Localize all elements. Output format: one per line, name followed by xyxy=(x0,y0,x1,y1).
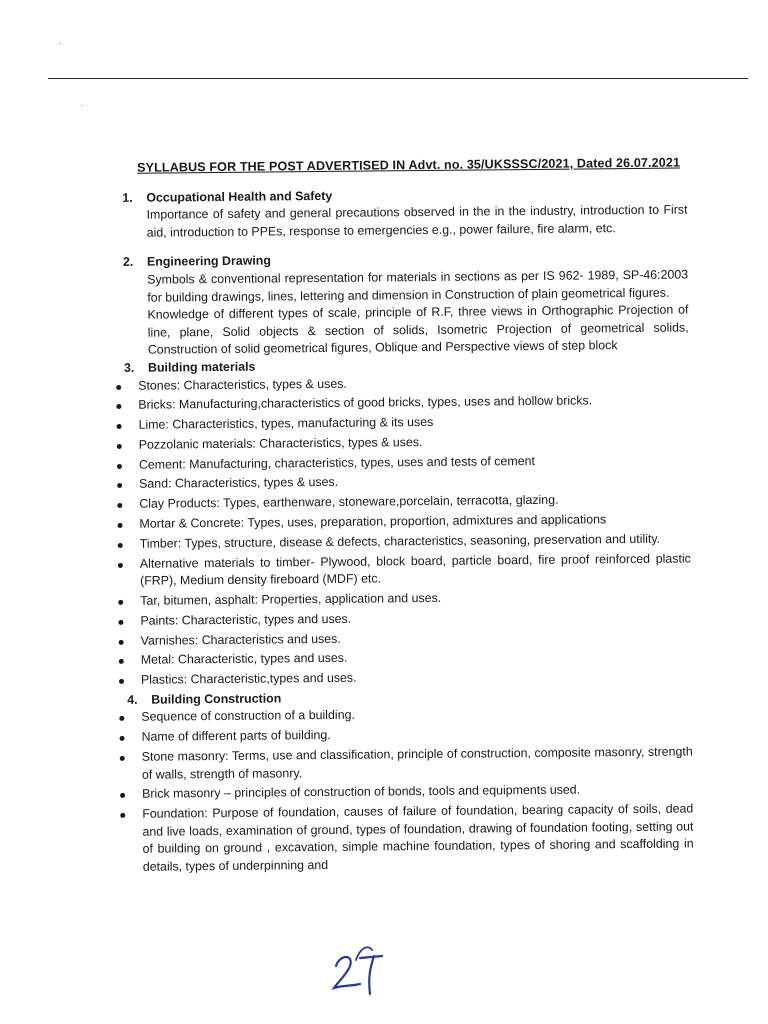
list-item: Bricks: Manufacturing,characteristics of good bricks, types, uses and hollow bricks. xyxy=(114,392,689,415)
list-item: Lime: Characteristics, types, manufacturing & its uses xyxy=(114,412,689,435)
scan-border-line xyxy=(48,78,748,79)
bullet-icon xyxy=(116,384,121,389)
section-heading: Occupational Health and Safety xyxy=(146,188,333,205)
list-item: Clay Products: Types, earthenware, stoneware,porcelain, terracotta, glazing. xyxy=(115,491,690,514)
bullet-icon xyxy=(119,716,124,721)
list-item: Stone masonry: Terms, use and classification, principle of construction, composite masonry, strength of walls, strength of masonry. xyxy=(118,743,693,784)
list-item: Timber: Types, structure, disease & defects, characteristics, seasoning, preservation and utility. xyxy=(116,530,691,553)
section-heading: Building Construction xyxy=(151,691,282,707)
bullet-icon xyxy=(118,562,123,567)
section-number: 3. xyxy=(123,360,135,375)
syllabus-page xyxy=(112,154,694,878)
bullet-icon xyxy=(117,424,122,429)
bullet-list xyxy=(117,704,694,877)
handwritten-page-mark xyxy=(330,936,390,996)
list-item: Brick masonry – principles of construction of bonds, tools and equipments used. xyxy=(118,781,693,804)
bullet-icon xyxy=(117,483,122,488)
bullet-icon xyxy=(118,543,123,548)
list-item: Alternative materials to timber- Plywood, block board, particle board, fire proof reinforced plastic (FRP), Medium density fireboard (MDF) etc. xyxy=(116,550,691,591)
bullet-icon xyxy=(120,793,125,798)
section-number: 2. xyxy=(122,255,134,270)
section-number: 4. xyxy=(127,692,138,707)
list-item: Paints: Characteristic, types and uses. xyxy=(116,607,691,630)
list-item: Tar, bitumen, asphalt: Properties, application and uses. xyxy=(116,587,691,610)
bullet-icon xyxy=(118,620,123,625)
section-paragraph: Knowledge of different types of scale, principle of R.F, three views in Orthographic Projection of line, plane, Solid objects & section of solids, Isometric Projection of geometrical solids, Construction of solid geometrical figures, Oblique and Perspective views of step block xyxy=(147,302,689,358)
section-paragraph: Symbols & conventional representation for materials in sections as per IS 962- 1989, SP-46:2003 for building drawings, lines, lettering and dimension in Construction of plain geometrical figures. xyxy=(147,267,689,305)
document-title: SYLLABUS FOR THE POST ADVERTISED IN Advt. no. 35/UKSSSC/2021, Dated 26.07.2021 xyxy=(137,155,681,175)
bullet-icon xyxy=(117,523,122,528)
scan-speck: · xyxy=(58,38,62,49)
list-item: Name of different parts of building. xyxy=(117,724,692,747)
list-item: Mortar & Concrete: Types, uses, preparation, proportion, admixtures and applications xyxy=(115,510,690,533)
bullet-icon xyxy=(116,404,121,409)
bullet-icon xyxy=(119,639,124,644)
bullet-icon xyxy=(117,503,122,508)
list-item: Pozzolanic materials: Characteristics, types & uses. xyxy=(115,431,690,454)
bullet-icon xyxy=(120,756,125,761)
bullet-icon xyxy=(117,444,122,449)
list-item: Sand: Characteristics, types & uses. xyxy=(115,471,690,494)
bullet-icon xyxy=(120,813,125,818)
scan-speck: · xyxy=(80,100,84,111)
list-item: Cement: Manufacturing, characteristics, types, uses and tests of cement xyxy=(115,451,690,474)
list-item: Metal: Characteristic, types and uses. xyxy=(117,647,692,670)
bullet-icon xyxy=(117,464,122,469)
bullet-list xyxy=(114,372,692,690)
bullet-icon xyxy=(118,600,123,605)
section-building-materials xyxy=(114,354,692,689)
section-engineering-drawing xyxy=(113,249,689,360)
bullet-icon xyxy=(120,736,125,741)
list-item: Sequence of construction of a building. xyxy=(117,704,692,727)
section-heading: Engineering Drawing xyxy=(146,253,271,270)
bullet-icon xyxy=(119,659,124,664)
section-paragraph: Importance of safety and general precautions observed in the in the industry, introduction to First aid, introduction to PPEs, response to emergencies e.g., power failure, fire alarm, etc. xyxy=(146,202,688,240)
bullet-icon xyxy=(119,679,124,684)
section-occupational-health xyxy=(112,184,687,242)
list-item: Varnishes: Characteristics and uses. xyxy=(117,627,692,650)
list-item: Stones: Characteristics, types & uses. xyxy=(114,372,689,395)
section-building-construction xyxy=(117,686,694,876)
section-heading: Building materials xyxy=(147,359,256,375)
list-item: Foundation: Purpose of foundation, causes of failure of foundation, bearing capacity of soils, dead and live loads, examination of ground, types of foundation, drawing of foundation footing, setting out of building on ground , excavation, simple machine foundation, types of shoring and scaffolding in details, types of underpinning and xyxy=(118,801,694,877)
list-item: Plastics: Characteristic,types and uses. xyxy=(117,667,692,690)
section-number: 1. xyxy=(122,190,133,205)
